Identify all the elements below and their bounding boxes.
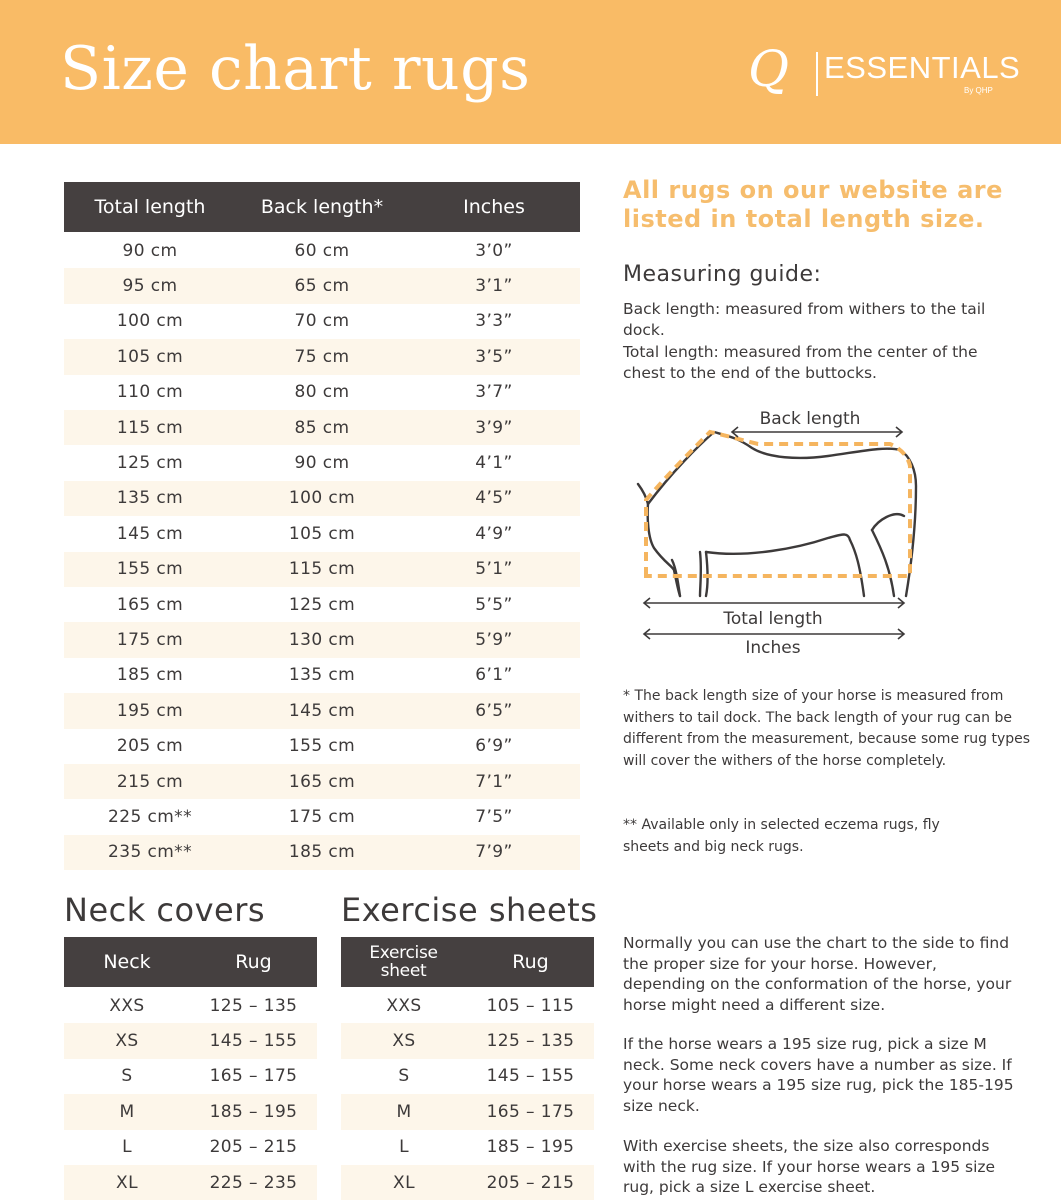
table-cell: 3’0” xyxy=(475,240,513,261)
table-cell: 125 cm xyxy=(116,453,184,474)
horse-belly-line xyxy=(706,535,850,554)
table-cell: 3’5” xyxy=(475,346,513,367)
table-cell: 4’5” xyxy=(475,488,513,509)
table-cell: 215 cm xyxy=(116,771,184,792)
table-cell: 3’9” xyxy=(475,417,513,438)
table-cell: L xyxy=(399,1137,409,1158)
table-row xyxy=(64,268,580,303)
horse-hind-leg-1 xyxy=(850,540,864,596)
table-row xyxy=(64,552,580,587)
table-row xyxy=(341,1023,594,1058)
rug-dashed-outline xyxy=(646,432,910,576)
table-cell: 135 cm xyxy=(116,488,184,509)
exercise-sizing-paragraph: With exercise sheets, the size also corresponds with the rug size. If your horse wears a 195 size rug, pick a size L exercise sheet. xyxy=(623,1137,996,1196)
column-header-inches: Inches xyxy=(463,195,525,218)
table-cell: 7’9” xyxy=(475,842,513,863)
brand-mark: Q xyxy=(748,40,789,98)
back-length-footnote: * The back length size of your horse is measured from withers to tail dock. The back length of your rug can be different from the measurement, because some rug types will cover the withers of the horse completely. xyxy=(623,688,1031,769)
table-row xyxy=(341,988,594,1023)
neck-table-header xyxy=(64,937,317,987)
table-cell: 135 cm xyxy=(288,665,356,686)
table-cell: 225 – 235 xyxy=(209,1172,298,1193)
table-cell: 5’1” xyxy=(475,559,513,580)
table-cell: 5’5” xyxy=(475,594,513,615)
table-cell: 185 – 195 xyxy=(209,1101,298,1122)
table-cell: 130 cm xyxy=(288,630,356,651)
table-row xyxy=(64,481,580,516)
table-cell: 4’9” xyxy=(475,523,513,544)
table-cell: 75 cm xyxy=(294,346,350,367)
table-row xyxy=(64,304,580,339)
table-row xyxy=(64,693,580,728)
table-cell: 185 – 195 xyxy=(486,1137,575,1158)
diagram-label-inches: Inches xyxy=(745,638,801,658)
table-cell: 90 cm xyxy=(122,240,178,261)
table-row xyxy=(341,1059,594,1094)
table-cell: 155 cm xyxy=(288,736,356,757)
column-header-back-length: Back length* xyxy=(260,195,384,218)
table-cell: 6’1” xyxy=(475,665,513,686)
column-header-neck: Neck xyxy=(103,950,151,973)
table-row xyxy=(341,1130,594,1165)
table-cell: 165 cm xyxy=(288,771,356,792)
table-cell: 145 cm xyxy=(288,700,356,721)
table-row xyxy=(341,1165,594,1200)
table-cell: M xyxy=(396,1101,412,1122)
table-cell: 165 – 175 xyxy=(209,1066,298,1087)
table-cell: 7’5” xyxy=(475,807,513,828)
table-cell: 145 cm xyxy=(116,523,184,544)
table-cell: 125 cm xyxy=(288,594,356,615)
table-row xyxy=(64,622,580,657)
table-cell: XL xyxy=(393,1172,415,1193)
table-cell: 205 – 215 xyxy=(486,1172,575,1193)
horse-hind-body xyxy=(872,514,904,530)
table-cell: 6’9” xyxy=(475,736,513,757)
table-cell: 165 cm xyxy=(116,594,184,615)
table-row xyxy=(64,1094,317,1129)
table-cell: 3’1” xyxy=(475,276,513,297)
table-cell: 155 cm xyxy=(116,559,184,580)
table-cell: 3’3” xyxy=(475,311,513,332)
table-cell: S xyxy=(121,1066,133,1087)
back-length-definition: Back length: measured from withers to the tail dock. xyxy=(623,300,986,339)
table-row xyxy=(341,1094,594,1129)
neck-covers-title: Neck covers xyxy=(64,891,266,929)
table-cell: 3’7” xyxy=(475,382,513,403)
table-cell: 100 cm xyxy=(288,488,356,509)
total-length-definition: Total length: measured from the center of the chest to the end of the buttocks. xyxy=(623,343,978,382)
table-cell: 105 – 115 xyxy=(486,995,575,1016)
table-row xyxy=(64,1130,317,1165)
table-row xyxy=(64,1023,317,1058)
table-cell: 105 cm xyxy=(288,523,356,544)
page-title: Size chart rugs xyxy=(60,34,531,104)
table-row xyxy=(64,516,580,551)
table-cell: 70 cm xyxy=(294,311,350,332)
table-cell: XXS xyxy=(109,995,145,1016)
table-row xyxy=(64,1059,317,1094)
table-row xyxy=(64,375,580,410)
table-row xyxy=(64,988,317,1023)
sizing-advice-paragraph: Normally you can use the chart to the side to find the proper size for your horse. However, depending on the conformation of the horse, your horse might need a different size. xyxy=(623,934,1012,1014)
table-row xyxy=(64,729,580,764)
table-cell: 90 cm xyxy=(294,453,350,474)
neck-sizing-paragraph: If the horse wears a 195 size rug, pick a size M neck. Some neck covers have a number as size. If your horse wears a 195 size rug, pick the 185-195 size neck. xyxy=(623,1035,1014,1115)
measuring-guide-title: Measuring guide: xyxy=(623,262,822,287)
horse-measurement-diagram xyxy=(628,400,928,660)
table-cell: XS xyxy=(115,1031,139,1052)
table-cell: 115 cm xyxy=(288,559,356,580)
table-cell: S xyxy=(398,1066,410,1087)
table-cell: 110 cm xyxy=(116,382,184,403)
table-cell: L xyxy=(122,1137,132,1158)
table-cell: 80 cm xyxy=(294,382,350,403)
website-size-note: All rugs on our website are listed in total length size. xyxy=(623,176,1003,233)
table-cell: 145 – 155 xyxy=(486,1066,575,1087)
table-row xyxy=(64,799,580,834)
table-cell: 7’1” xyxy=(475,771,513,792)
table-cell: 125 – 135 xyxy=(486,1031,575,1052)
table-cell: 175 cm xyxy=(288,807,356,828)
table-row xyxy=(64,1165,317,1200)
table-cell: 195 cm xyxy=(116,700,184,721)
diagram-label-total-length: Total length xyxy=(723,609,823,629)
column-header-exercise-rug: Rug xyxy=(512,950,549,973)
table-row xyxy=(64,233,580,268)
header-banner xyxy=(0,0,1061,144)
size-table-header xyxy=(64,182,580,232)
table-cell: 225 cm** xyxy=(108,807,192,828)
table-row xyxy=(64,339,580,374)
diagram-label-back-length: Back length xyxy=(759,409,861,429)
table-cell: 65 cm xyxy=(294,276,350,297)
availability-footnote: ** Available only in selected eczema rugs, fly sheets and big neck rugs. xyxy=(623,817,940,855)
table-cell: 105 cm xyxy=(116,346,184,367)
table-cell: XL xyxy=(116,1172,138,1193)
brand-name: ESSENTIALS xyxy=(824,50,1021,85)
column-header-neck-rug: Rug xyxy=(235,950,272,973)
table-cell: 165 – 175 xyxy=(486,1101,575,1122)
table-cell: M xyxy=(119,1101,135,1122)
table-cell: 185 cm xyxy=(116,665,184,686)
table-cell: 125 – 135 xyxy=(209,995,298,1016)
table-cell: 205 cm xyxy=(116,736,184,757)
table-cell: 115 cm xyxy=(116,417,184,438)
table-cell: 6’5” xyxy=(475,700,513,721)
table-cell: XS xyxy=(392,1031,416,1052)
table-cell: 175 cm xyxy=(116,630,184,651)
table-cell: 185 cm xyxy=(288,842,356,863)
table-row xyxy=(64,835,580,870)
table-cell: 95 cm xyxy=(122,276,178,297)
table-cell: 205 – 215 xyxy=(209,1137,298,1158)
table-cell: 5’9” xyxy=(475,630,513,651)
table-row xyxy=(64,764,580,799)
exercise-sheets-title: Exercise sheets xyxy=(341,891,598,929)
table-cell: 145 – 155 xyxy=(209,1031,298,1052)
table-cell: 60 cm xyxy=(294,240,350,261)
table-cell: 235 cm** xyxy=(108,842,192,863)
horse-hind-leg-2 xyxy=(872,530,894,596)
brand-divider xyxy=(816,52,818,96)
brand-logo xyxy=(748,40,1021,102)
brand-tagline: By QHP xyxy=(964,86,993,95)
table-row xyxy=(64,658,580,693)
table-row xyxy=(64,410,580,445)
table-cell: 100 cm xyxy=(116,311,184,332)
table-row xyxy=(64,445,580,480)
column-header-total-length: Total length xyxy=(94,195,206,218)
exercise-table-header xyxy=(341,937,594,987)
table-cell: XXS xyxy=(386,995,422,1016)
table-cell: 4’1” xyxy=(475,453,513,474)
table-row xyxy=(64,587,580,622)
column-header-exercise-sheet: Exercise sheet xyxy=(369,943,438,981)
horse-front-leg-2 xyxy=(700,552,701,596)
table-cell: 85 cm xyxy=(294,417,350,438)
